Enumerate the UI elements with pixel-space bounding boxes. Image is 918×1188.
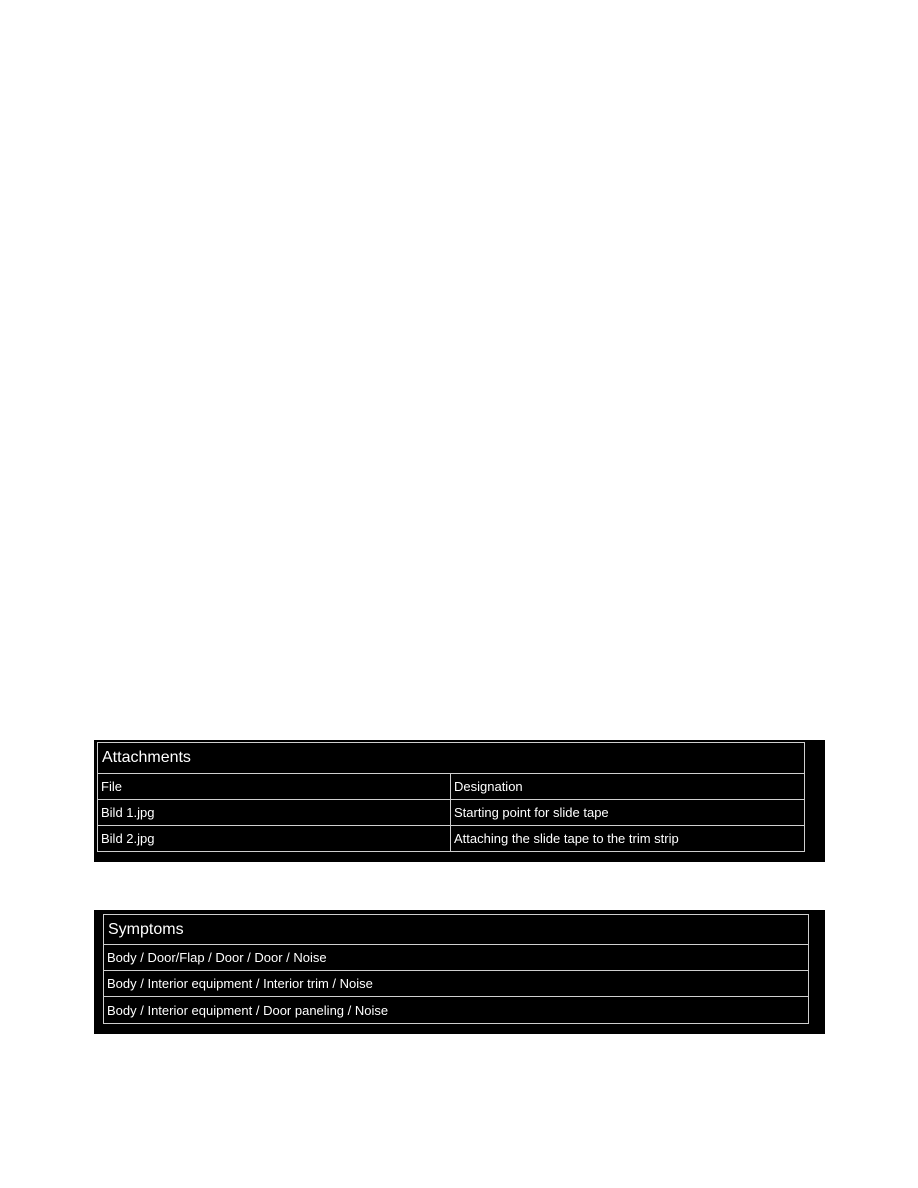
- attachment-file-link[interactable]: Bild 2.jpg: [97, 825, 451, 852]
- symptom-row: Body / Interior equipment / Door paneling / Noise: [103, 996, 809, 1024]
- symptom-row: Body / Interior equipment / Interior trim / Noise: [103, 970, 809, 997]
- attachments-table: [94, 740, 825, 862]
- attachment-file-link[interactable]: Bild 1.jpg: [97, 799, 451, 826]
- column-header-designation: Designation: [450, 773, 805, 800]
- symptoms-title: Symptoms: [103, 914, 809, 945]
- symptoms-table: [94, 910, 825, 1034]
- attachment-designation: Starting point for slide tape: [450, 799, 805, 826]
- attachments-title: Attachments: [97, 742, 805, 774]
- column-header-file: File: [97, 773, 451, 800]
- attachment-designation: Attaching the slide tape to the trim strip: [450, 825, 805, 852]
- symptom-row: Body / Door/Flap / Door / Door / Noise: [103, 944, 809, 971]
